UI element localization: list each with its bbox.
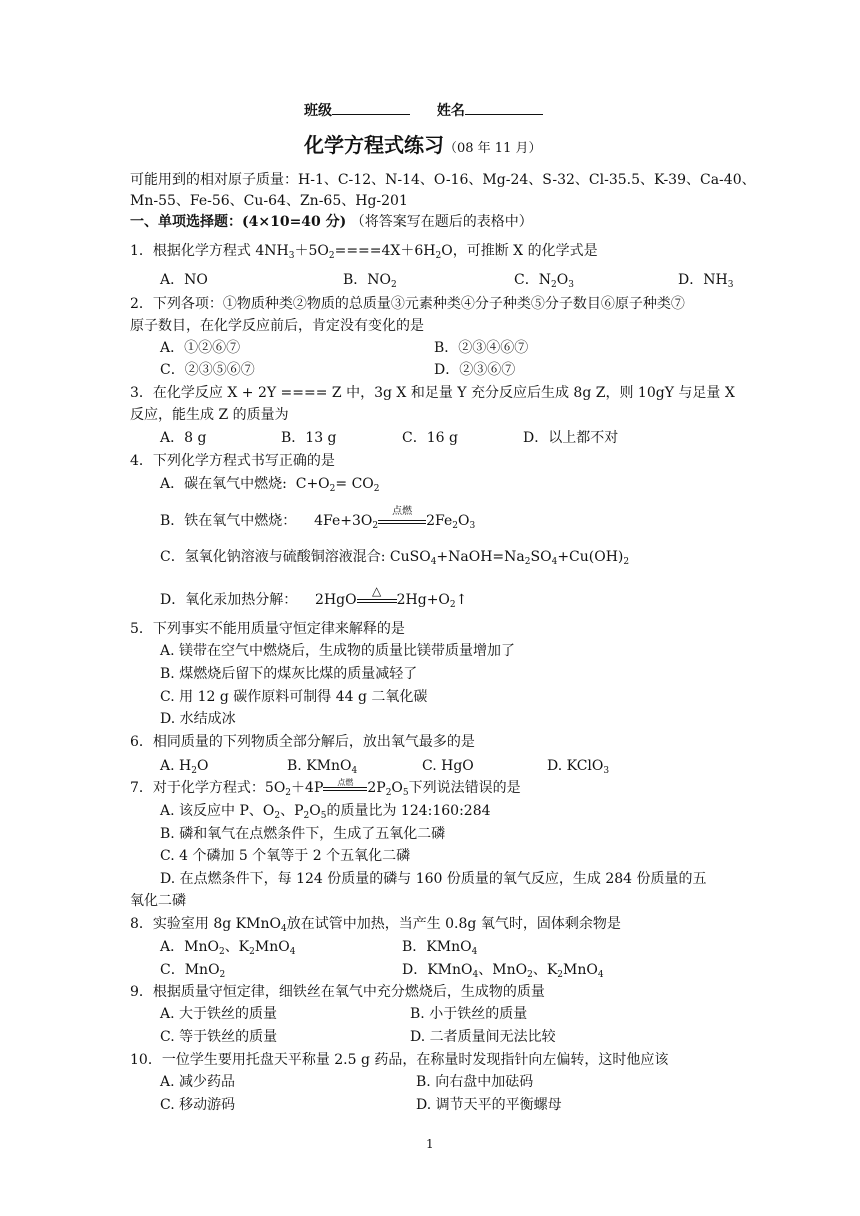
q6-option-b[interactable]: B. KMnO$_4$ <box>287 758 358 776</box>
page-title <box>304 132 541 162</box>
atomic-masses-line2: Mn-55、Fe-56、Cu-64、Zn-65、Hg-201 <box>130 193 408 209</box>
q3-stem-line1: 3．在化学反应 X + 2Y ==== Z 中，3g X 和足量 Y 充分反应后生成 8g Z，则 10gY 与足量 X <box>130 385 735 401</box>
class-blank[interactable] <box>332 100 410 115</box>
page-number: 1 <box>426 1137 434 1151</box>
q10-option-d[interactable]: D. 调节天平的平衡螺母 <box>416 1097 562 1113</box>
q10-option-a[interactable]: A. 减少药品 <box>160 1074 236 1090</box>
q9-stem: 9．根据质量守恒定律，细铁丝在氧气中充分燃烧后，生成物的质量 <box>130 984 545 1000</box>
q7-option-d-line2: 氧化二磷 <box>130 893 186 909</box>
q8-stem: 8．实验室用 8g KMnO$_4$放在试管中加热，当产生 0.8g 氧气时，固体剩余物是 <box>130 916 621 934</box>
q1-option-c[interactable]: C．$N_2O_3$ <box>514 272 574 290</box>
q2-option-c[interactable]: C．②③⑤⑥⑦ <box>160 362 255 378</box>
q2-stem-line1: 2．下列各项：①物质种类②物质的总质量③元素种类④分子种类⑤分子数目⑥原子种类⑦ <box>130 296 685 312</box>
q4-option-d[interactable]: D．氧化汞加热分解： 2HgO △ $2Hg+O_2↑$ <box>160 584 468 610</box>
atomic-masses-line1: 可能用到的相对原子质量：H-1、C-12、N-14、O-16、Mg-24、S-32、Cl-35.5、K-39、Ca-40、 <box>130 172 756 188</box>
q3-option-d[interactable]: D．以上都不对 <box>523 430 619 446</box>
q1-option-b[interactable]: B．$NO_2$ <box>343 272 397 290</box>
q5-option-a[interactable]: A. 镁带在空气中燃烧后，生成物的质量比镁带质量增加了 <box>160 643 516 659</box>
q1-stem: 1．根据化学方程式 $4NH_3+5O_2====4X+6H_2O$，可推断 X 的化学式是 <box>130 243 598 261</box>
q7-option-d-line1[interactable]: D. 在点燃条件下，每 124 份质量的磷与 160 份质量的氧气反应，生成 284 份质量的五 <box>160 871 707 887</box>
title-date: （08 年 11 月） <box>444 141 542 156</box>
q6-option-a[interactable]: A. $H_2O$ <box>160 758 209 776</box>
q10-stem: 10．一位学生要用托盘天平称量 2.5 g 药品，在称量时发现指针向左偏转，这时他应该 <box>130 1052 669 1068</box>
q7-option-b[interactable]: B. 磷和氧气在点燃条件下，生成了五氧化二磷 <box>160 826 446 842</box>
class-label: 班级 <box>304 103 332 119</box>
q5-option-c[interactable]: C. 用 12 g 碳作原料可制得 44 g 二氧化碳 <box>160 689 428 705</box>
q9-option-a[interactable]: A. 大于铁丝的质量 <box>160 1006 278 1022</box>
q7-option-a[interactable]: A. 该反应中 P、$O_2$、$P_2O_5$的质量比为 124:160:284 <box>160 803 491 821</box>
reaction-arrow: 点燃 <box>378 514 426 528</box>
reaction-arrow: 点燃 <box>323 781 367 795</box>
q9-option-b[interactable]: B. 小于铁丝的质量 <box>410 1006 528 1022</box>
q3-option-c[interactable]: C．16 g <box>402 430 458 446</box>
q7-stem: 7．对于化学方程式：$5O_2+4P$ 点燃 $2P_2O_5$下列说法错误的是 <box>130 778 521 798</box>
q1-option-a[interactable]: A．NO <box>160 272 208 288</box>
q6-stem: 6．相同质量的下列物质全部分解后，放出氧气最多的是 <box>130 734 475 750</box>
q4-option-a[interactable]: A．碳在氧气中燃烧: $C+O_2= CO_2$ <box>160 476 380 494</box>
q5-option-d[interactable]: D. 水结成冰 <box>160 711 236 727</box>
q8-option-a[interactable]: A．MnO$_2$、$K_2MnO_4$ <box>160 939 296 957</box>
q7-option-c[interactable]: C. 4 个磷加 5 个氧等于 2 个五氧化二磷 <box>160 848 411 864</box>
q10-option-c[interactable]: C. 移动游码 <box>160 1097 236 1113</box>
q3-option-a[interactable]: A．8 g <box>160 430 207 446</box>
q4-option-b[interactable]: B．铁在氧气中燃烧： $4Fe+3O_2$ 点燃 $2Fe_2O_3$ <box>160 506 476 531</box>
q3-option-b[interactable]: B．13 g <box>281 430 337 446</box>
q2-option-d[interactable]: D．②③⑥⑦ <box>434 362 516 378</box>
student-info-header <box>304 100 565 121</box>
q4-stem: 4．下列化学方程式书写正确的是 <box>130 453 335 469</box>
title-main: 化学方程式练习 <box>304 133 444 157</box>
q2-option-b[interactable]: B．②③④⑥⑦ <box>434 340 529 356</box>
q6-option-c[interactable]: C. HgO <box>422 758 474 774</box>
section1-title: 一、单项选择题：(4×10=40 分) <box>130 214 347 230</box>
q10-option-b[interactable]: B. 向右盘中加砝码 <box>416 1074 534 1090</box>
name-label: 姓名 <box>436 103 465 119</box>
q8-option-b[interactable]: B．KMnO$_4$ <box>402 939 478 957</box>
q8-option-d[interactable]: D．KMnO$_4$、MnO$_2$、$K_2MnO_4$ <box>402 962 604 980</box>
q6-option-d[interactable]: D. KClO$_3$ <box>547 758 610 776</box>
q3-stem-line2: 反应，能生成 Z 的质量为 <box>130 407 289 423</box>
q5-stem: 5．下列事实不能用质量守恒定律来解释的是 <box>130 621 405 637</box>
section1-heading <box>130 212 533 232</box>
q8-option-c[interactable]: C．MnO$_2$ <box>160 962 226 980</box>
q1-option-d[interactable]: D．$NH_3$ <box>678 272 734 290</box>
q9-option-d[interactable]: D. 二者质量间无法比较 <box>410 1029 556 1045</box>
q9-option-c[interactable]: C. 等于铁丝的质量 <box>160 1029 278 1045</box>
reaction-arrow-heat: △ <box>357 593 397 607</box>
q5-option-b[interactable]: B. 煤燃烧后留下的煤灰比煤的质量减轻了 <box>160 666 418 682</box>
name-blank[interactable] <box>465 100 543 115</box>
section1-note: （将答案写在题后的表格中） <box>350 214 533 230</box>
q2-stem-line2: 原子数目，在化学反应前后，肯定没有变化的是 <box>130 318 424 334</box>
q2-option-a[interactable]: A．①②⑥⑦ <box>160 340 241 356</box>
q4-option-c[interactable]: C．氢氧化钠溶液与硫酸铜溶液混合: $CuSO_4+NaOH=Na_2SO_4+Cu(OH)_2$ <box>160 549 630 567</box>
